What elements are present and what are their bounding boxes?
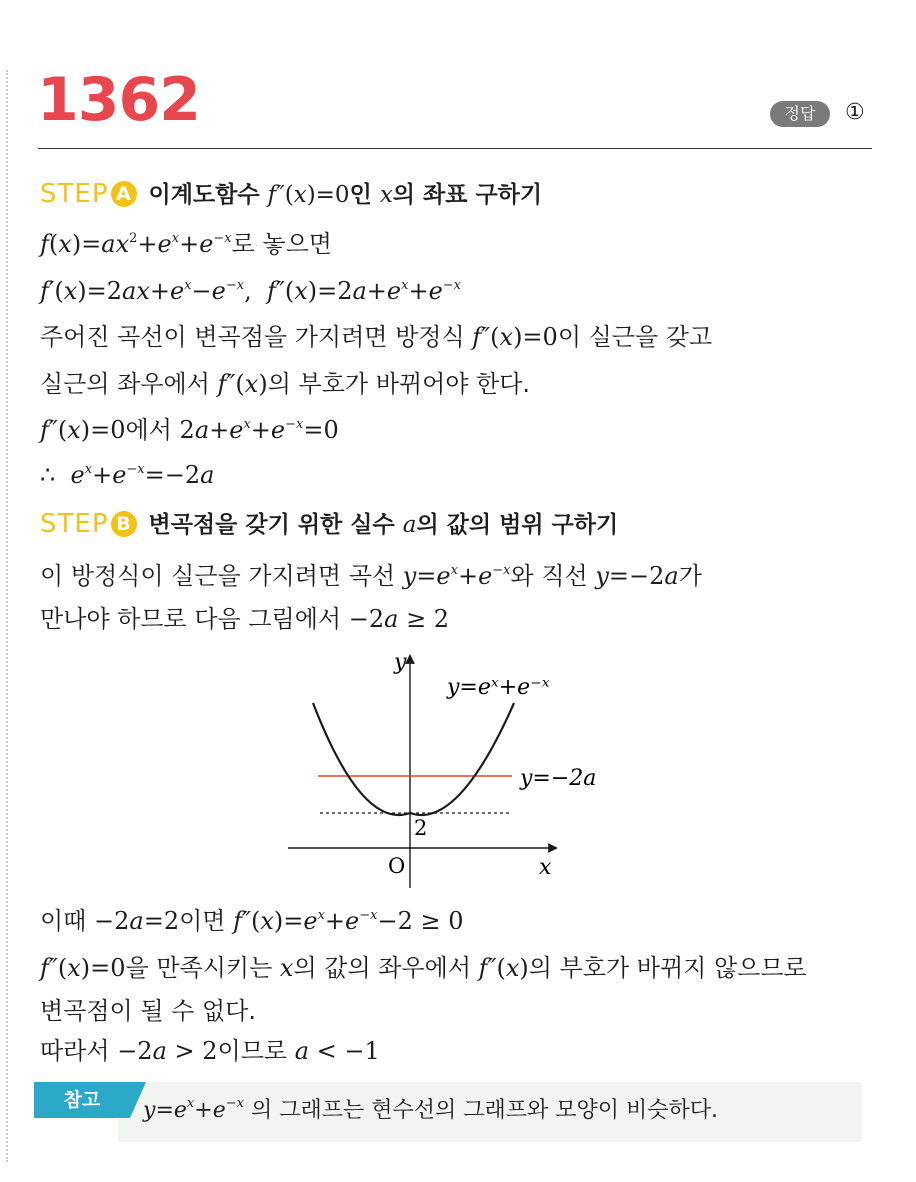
step-a-heading: STEP A 이계도함수 f″(x)=0인 x의 좌표 구하기 bbox=[40, 179, 543, 209]
line-case-check: 이때 −2a=2이면 $f''(x)=e^x+e^{-x}-2 \ge 0$ bbox=[40, 907, 464, 935]
y-axis-label: y bbox=[394, 650, 407, 675]
answer-value: ① bbox=[845, 100, 865, 125]
curve-label: y=eˣ+e⁻ˣ bbox=[447, 675, 550, 700]
step-b-word: STEP bbox=[40, 509, 109, 539]
line-equation: f″(x)=0에서 $2a+e^x+e^{-x}=0$ bbox=[40, 416, 339, 444]
line-label: y=−2a bbox=[520, 766, 597, 791]
line-therefore: ∴ $e^x+e^{-x}=-2a$ bbox=[40, 461, 215, 489]
line-fx-def-tail: 로 놓으면 bbox=[231, 230, 332, 258]
step-a-letter: A bbox=[111, 181, 137, 207]
line-intersect-1: 이 방정식이 실근을 가지려면 곡선 $y=e^x+e^{-x}$와 직선 y=−2a가 bbox=[40, 562, 702, 590]
origin-label: O bbox=[388, 854, 406, 878]
step-a-formula: f″ bbox=[267, 182, 285, 208]
line-intersect-2: 만나야 하므로 다음 그림에서 −2a ≥ 2 bbox=[40, 605, 450, 633]
note-tab: 참고 bbox=[34, 1082, 130, 1118]
step-b-letter: B bbox=[111, 511, 137, 537]
line-sign-unchanged: f″(x)=0을 만족시키는 x의 값의 좌우에서 f″(x)의 부호가 바뀌지 않으므로 bbox=[40, 954, 807, 982]
step-b-heading: STEP B 변곡점을 갖기 위한 실수 a의 값의 범위 구하기 bbox=[40, 509, 619, 539]
step-a-title-1: 이계도함수 bbox=[148, 182, 268, 208]
line-not-inflection: 변곡점이 될 수 없다. bbox=[40, 997, 256, 1025]
catenary-curve bbox=[313, 703, 514, 815]
line-fx-def: $f(x)=ax^2+e^x+e^{-x}$로 놓으면 bbox=[40, 230, 332, 258]
x-axis-label: x bbox=[539, 855, 552, 880]
line-condition-2: 실근의 좌우에서 f″(x)의 부호가 바뀌어야 한다. bbox=[40, 370, 531, 398]
answer-badge: 정답 bbox=[770, 101, 830, 127]
step-b-title-2: 의 값의 범위 구하기 bbox=[416, 512, 619, 538]
note-text: $y=e^x+e^{-x}$ 의 그래프는 현수선의 그래프와 모양이 비슷하다. bbox=[143, 1096, 718, 1123]
line-conclusion: 따라서 −2a > 2이므로 a < −1 bbox=[40, 1037, 380, 1065]
step-b-title-1: 변곡점을 갖기 위한 실수 bbox=[148, 512, 403, 538]
step-a-word: STEP bbox=[40, 179, 109, 209]
min-value-label: 2 bbox=[414, 816, 428, 840]
problem-number: 1362 bbox=[37, 65, 200, 135]
line-derivatives: $f'(x)=2ax+e^x-e^{-x}$, $f''(x)=2a+e^x+e^{-x}$ bbox=[40, 277, 461, 305]
line-condition-1: 주어진 곡선이 변곡점을 가지려면 방정식 f″(x)=0이 실근을 갖고 bbox=[40, 323, 713, 351]
step-a-title-2: 의 좌표 구하기 bbox=[392, 182, 543, 208]
